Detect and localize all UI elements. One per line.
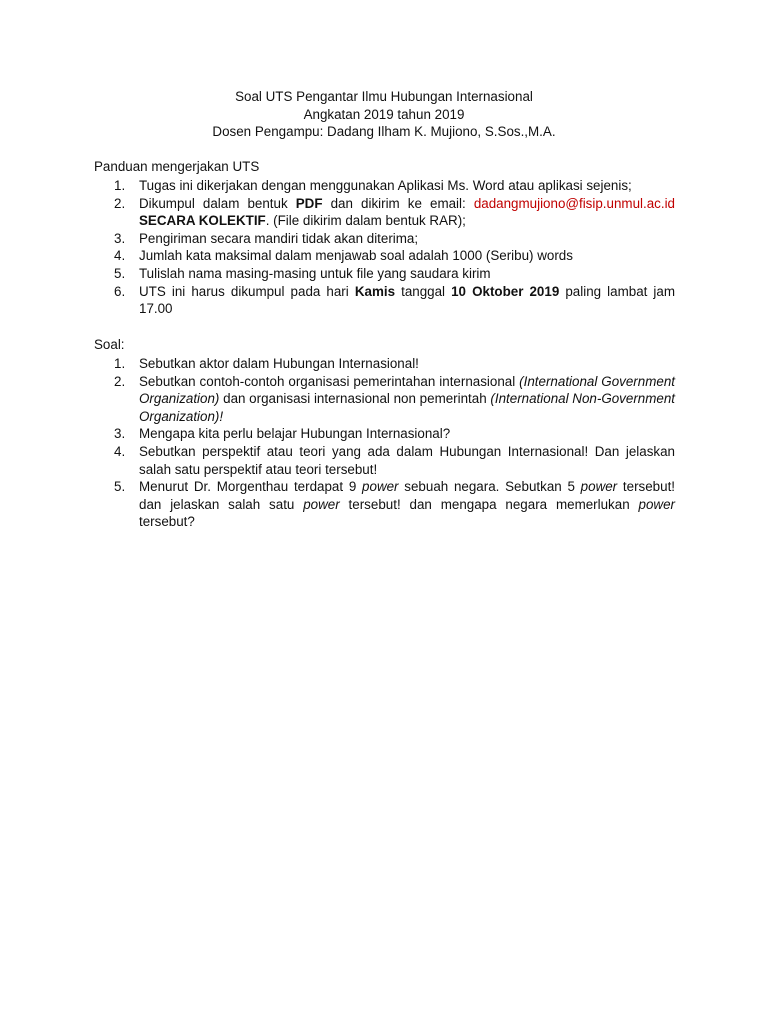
list-item [94, 195, 675, 230]
item-text: Dikumpul dalam bentuk [139, 195, 296, 211]
item-italic: power [580, 479, 618, 495]
list-item [94, 177, 675, 195]
item-text: Sebutkan contoh-contoh organisasi pemerintahan internasional [139, 373, 520, 389]
item-italic: (International Government Organization) [139, 373, 675, 407]
item-number: 1. [114, 356, 126, 371]
item-italic: power [362, 479, 399, 495]
item-bold: SECARA KOLEKTIF [139, 213, 266, 229]
list-item [94, 373, 675, 426]
item-text: Jumlah kata maksimal dalam menjawab soal adalah 1000 (Seribu) words [139, 248, 573, 264]
item-text: tanggal [395, 283, 452, 299]
item-text: dan organisasi internasional non pemerintah [219, 391, 491, 407]
list-item [94, 230, 675, 248]
list-item [94, 478, 675, 531]
item-text: dan dikirim ke email: [322, 195, 474, 211]
list-item [94, 283, 675, 318]
guide-list [94, 177, 675, 318]
item-number: 3. [114, 230, 126, 246]
list-item [94, 247, 675, 265]
list-item [94, 425, 675, 443]
item-number: 1. [114, 178, 126, 193]
item-italic: power [303, 496, 340, 512]
email-link[interactable]: dadangmujiono@fisip.unmul.ac.id [473, 195, 675, 211]
item-text: tersebut! dan jelaskan salah satu [139, 479, 676, 512]
item-text: tersebut? [139, 514, 195, 530]
item-text: Mengapa kita perlu belajar Hubungan Internasional? [139, 426, 451, 442]
item-text: . (File dikirim dalam bentuk RAR); [265, 213, 466, 229]
item-bold: Kamis [354, 283, 396, 299]
item-text: Sebutkan perspektif atau teori yang ada dalam Hubungan Internasional! Dan jelaskan salah satu perspektif atau teori tersebut! [139, 443, 675, 477]
list-item [94, 265, 675, 283]
item-text: tersebut! dan mengapa negara memerlukan [339, 496, 639, 512]
header-lecturer: Dosen Pengampu: Dadang Ilham K. Mujiono, S.Sos.,M.A. [212, 124, 556, 139]
item-text: Sebutkan aktor dalam Hubungan Internasional! [139, 356, 419, 371]
item-text: Menurut Dr. Morgenthau terdapat 9 [139, 479, 363, 495]
list-item [94, 355, 675, 373]
questions-list [94, 355, 675, 531]
item-italic: (International Non-Government Organization)! [139, 391, 675, 424]
item-number: 4. [114, 248, 126, 264]
item-text: sebuah negara. Sebutkan 5 [398, 479, 581, 495]
item-italic: power [638, 496, 675, 512]
item-bold: 10 Oktober 2019 [451, 283, 560, 299]
item-text: Tulislah nama masing-masing untuk file yang saudara kirim [139, 265, 491, 281]
header-cohort: Angkatan 2019 tahun 2019 [303, 106, 465, 122]
item-text: Pengiriman secara mandiri tidak akan diterima; [139, 230, 419, 246]
header-title: Soal UTS Pengantar Ilmu Hubungan Internasional [235, 89, 533, 104]
list-item [94, 443, 675, 478]
item-text: paling lambat jam 17.00 [139, 283, 676, 317]
document-header [0, 88, 768, 141]
item-number: 4. [114, 443, 126, 459]
item-text: UTS ini harus dikumpul pada hari [139, 283, 355, 299]
guide-title: Panduan mengerjakan UTS [94, 159, 260, 174]
item-number: 3. [114, 426, 126, 442]
item-number: 5. [114, 265, 126, 281]
item-bold: PDF [295, 195, 323, 211]
item-number: 6. [114, 283, 126, 299]
item-number: 2. [114, 195, 126, 211]
questions-title: Soal: [94, 337, 125, 352]
item-text: Tugas ini dikerjakan dengan menggunakan Aplikasi Ms. Word atau aplikasi sejenis; [139, 178, 632, 193]
item-number: 5. [114, 479, 126, 495]
item-number: 2. [114, 373, 126, 389]
